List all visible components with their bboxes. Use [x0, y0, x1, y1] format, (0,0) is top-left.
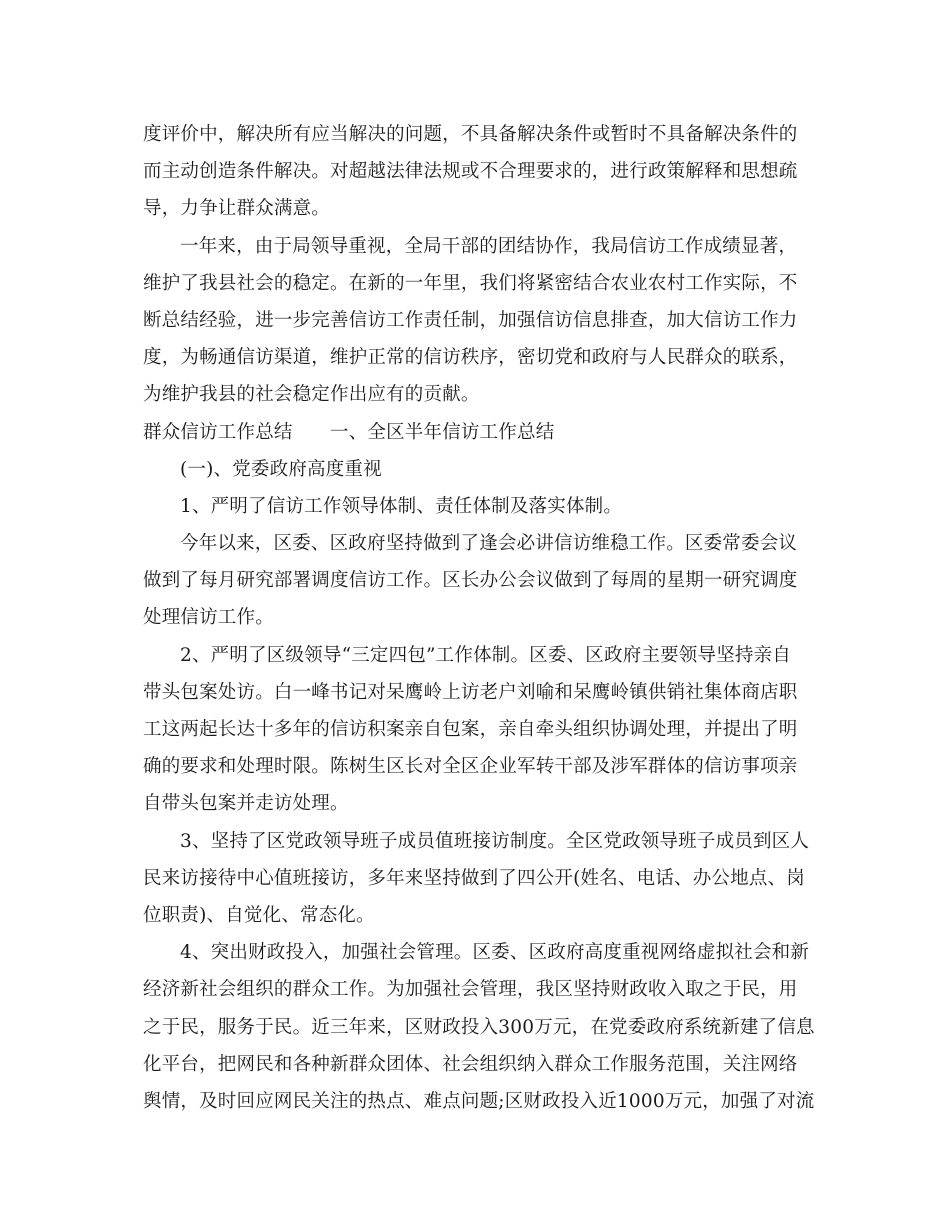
text-line: 做到了每月研究部署调度信访工作。区长办公会议做到了每周的星期一研究调度: [143, 570, 798, 592]
text-line: 自带头包案并走访处理。: [143, 793, 349, 815]
text-line: 化平台，把网民和各种新群众团体、社会组织纳入群众工作服务范围，关注网络: [143, 1053, 798, 1075]
text-line: 舆情，及时回应网民关注的热点、难点问题;区财政投入近1000万元，加强了对流: [143, 1090, 815, 1112]
text-line: 工这两起长达十多年的信访积案亲自包案，亲自牵头组织协调处理，并提出了明: [143, 719, 798, 740]
text-line: 确的要求和处理时限。陈树生区长对全区企业军转干部及涉军群体的信访事项亲: [143, 756, 798, 778]
text-line: 2、严明了区级领导“三定四包”工作体制。区委、区政府主要领导坚持亲自: [180, 644, 791, 666]
text-line: 一年来，由于局领导重视，全局干部的团结协作，我局信访工作成绩显著，: [180, 235, 798, 257]
text-line: 今年以来，区委、区政府坚持做到了逢会必讲信访维稳工作。区委常委会议: [180, 533, 798, 555]
text-line: 群众信访工作总结 一、全区半年信访工作总结: [143, 421, 555, 443]
document-body: [143, 116, 823, 1120]
text-line: 维护了我县社会的稳定。在新的一年里，我们将紧密结合农业农村工作实际，不: [143, 272, 798, 294]
text-line: 带头包案处访。白一峰书记对呆鹰岭上访老户刘喻和呆鹰岭镇供销社集体商店职: [143, 681, 798, 703]
text-line: 度，为畅通信访渠道，维护正常的信访秩序，密切党和政府与人民群众的联系，: [143, 347, 798, 369]
text-line: 处理信访工作。: [143, 607, 274, 629]
text-line: 位职责)、自觉化、常态化。: [143, 904, 375, 926]
text-line: (一)、党委政府高度重视: [180, 458, 382, 480]
text-line: 度评价中，解决所有应当解决的问题，不具备解决条件或暂时不具备解决条件的: [143, 124, 798, 145]
text-line: 而主动创造条件解决。对超越法律法规或不合理要求的，进行政策解释和思想疏: [143, 161, 798, 183]
text-line: 民来访接待中心值班接访，多年来坚持做到了四公开(姓名、电话、办公地点、岗: [143, 867, 805, 889]
text-line: 导，力争让群众满意。: [143, 198, 331, 220]
text-line: 为维护我县的社会稳定作出应有的贡献。: [143, 384, 480, 406]
text-line: 经济新社会组织的群众工作。为加强社会管理，我区坚持财政收入取之于民，用: [143, 979, 798, 1001]
text-line: 之于民，服务于民。近三年来，区财政投入300万元，在党委政府系统新建了信息: [143, 1016, 815, 1038]
text-line: 断总结经验，进一步完善信访工作责任制，加强信访信息排查，加大信访工作力: [143, 309, 798, 331]
text-line: 3、坚持了区党政领导班子成员值班接访制度。全区党政领导班子成员到区人: [180, 830, 810, 852]
text-line: 1、严明了信访工作领导体制、责任体制及落实体制。: [180, 495, 623, 517]
text-line: 4、突出财政投入，加强社会管理。区委、区政府高度重视网络虚拟社会和新: [180, 942, 810, 964]
